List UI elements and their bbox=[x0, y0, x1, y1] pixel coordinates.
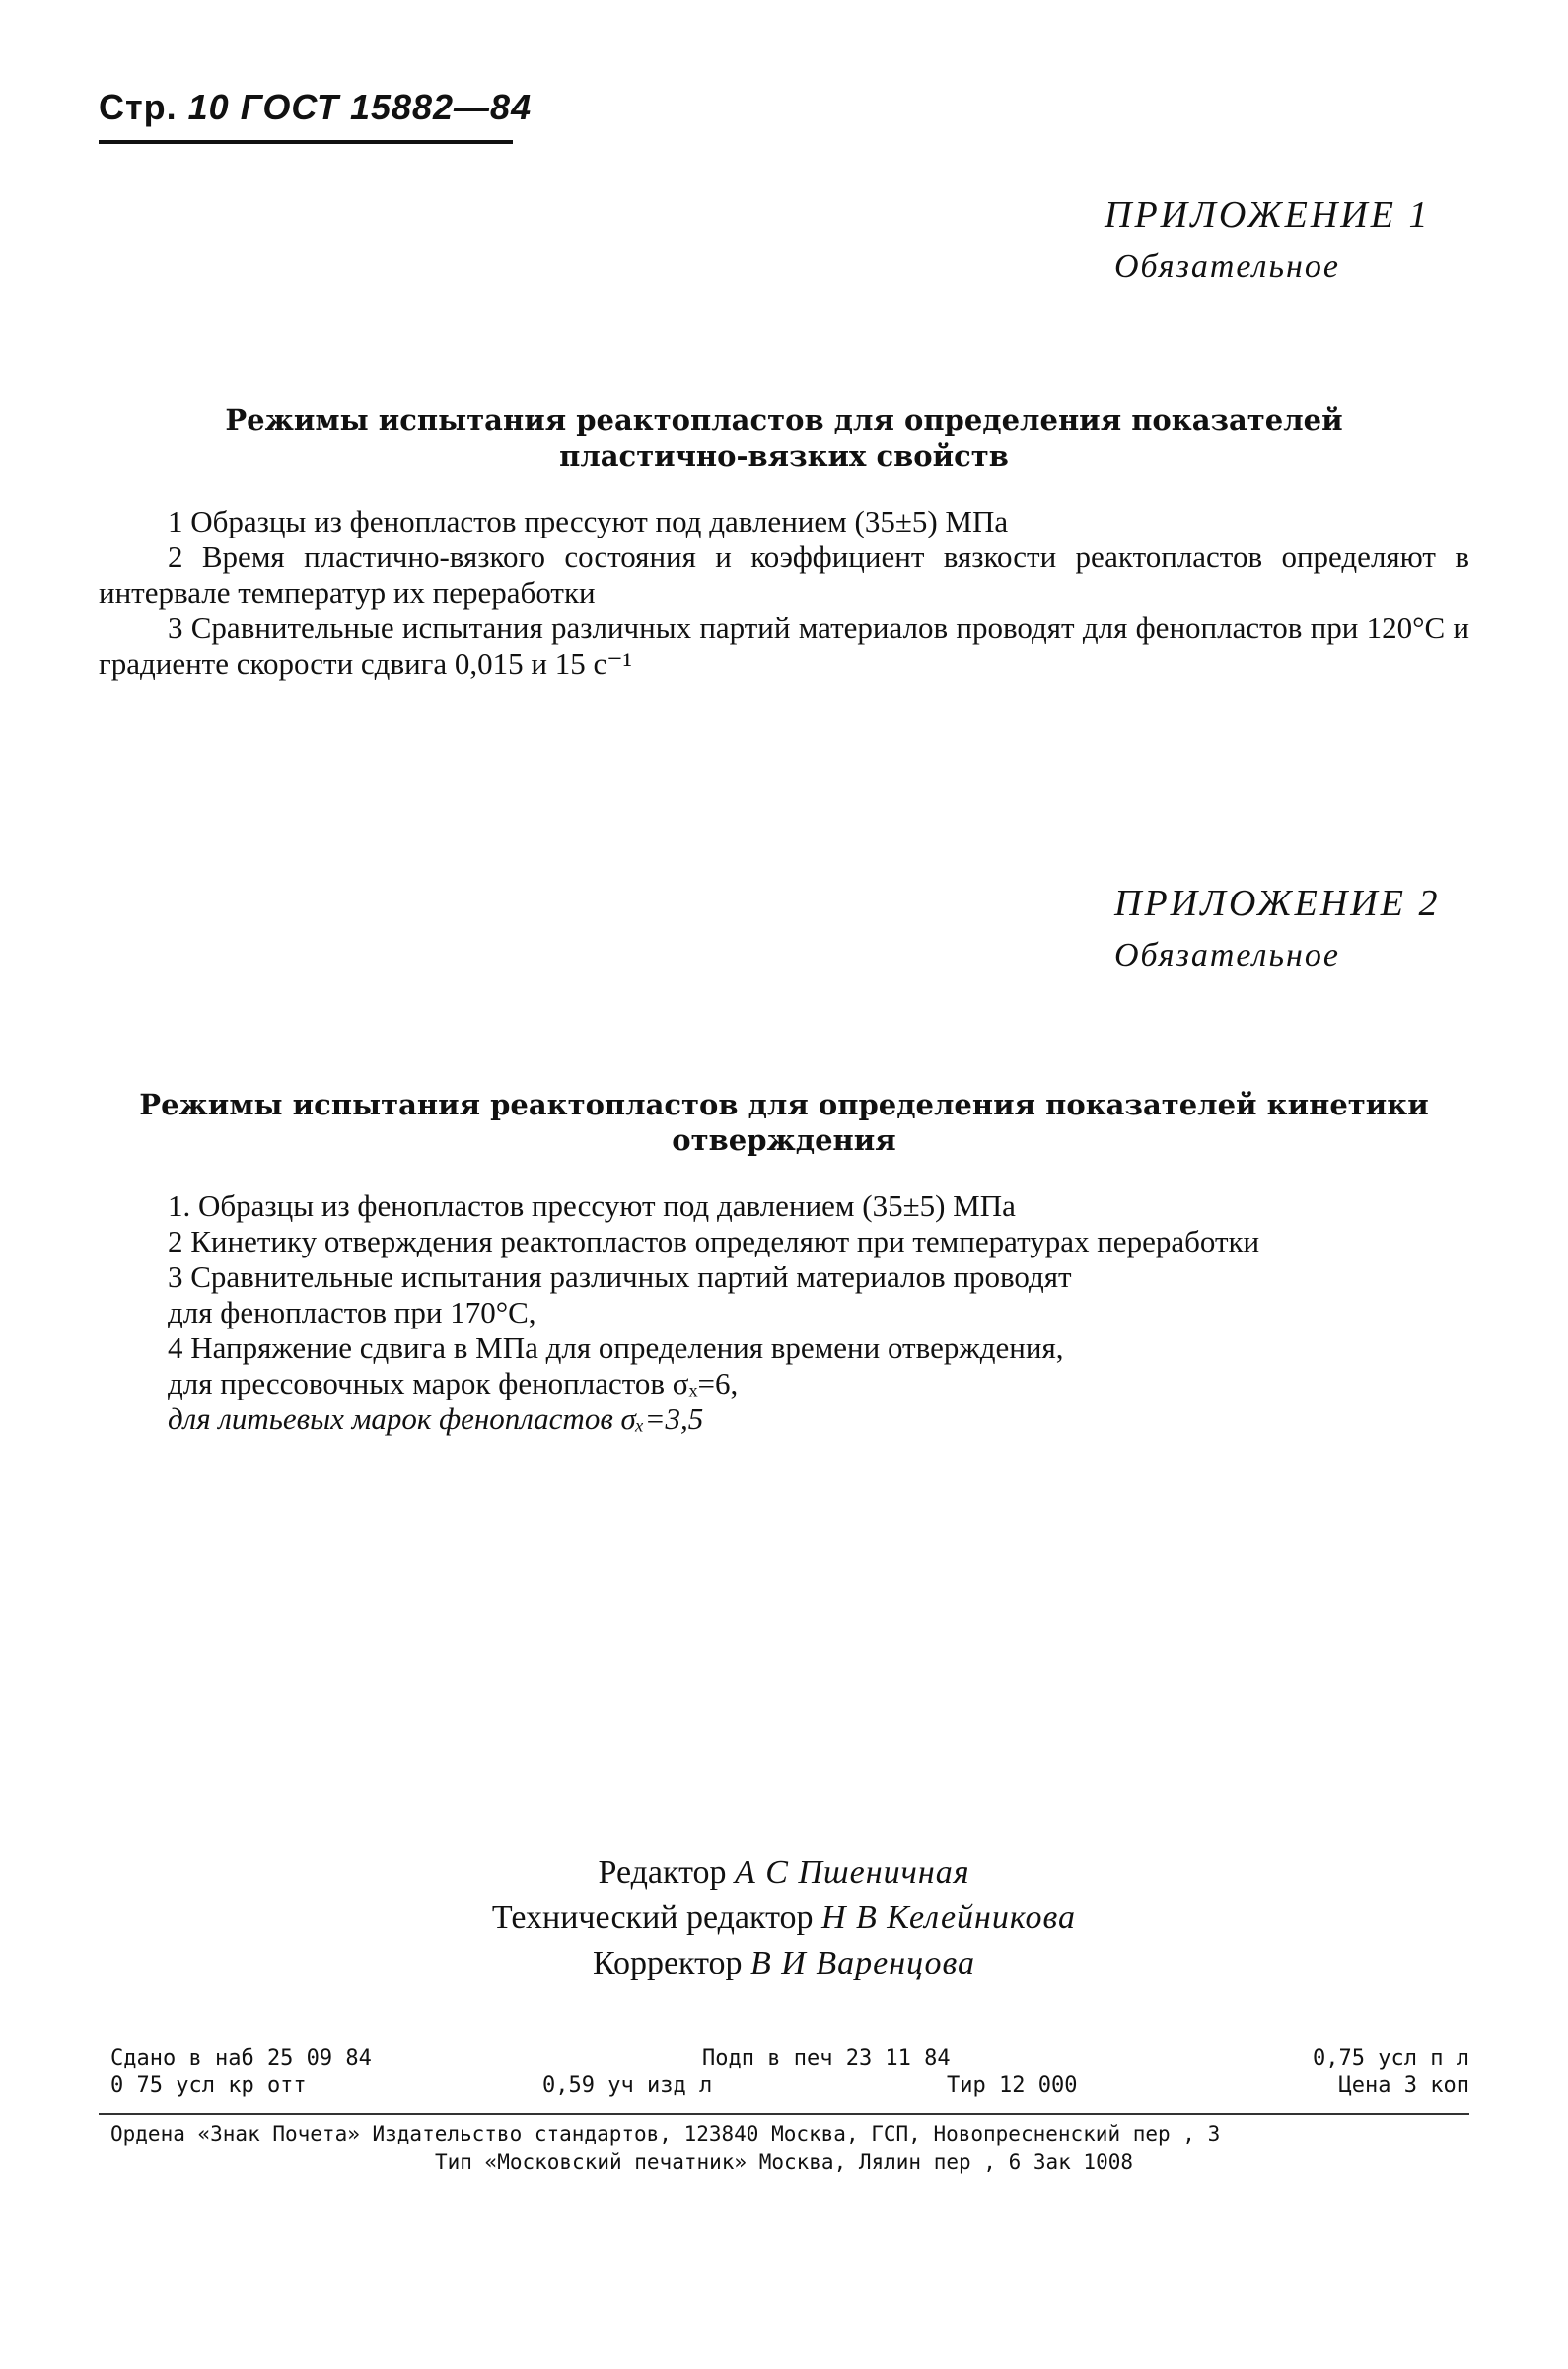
publisher-line1: Ордена «Знак Почета» Издательство стандартов, 123840 Москва, ГСП, Новопресненский пер , 3 bbox=[110, 2122, 1221, 2146]
imprint-row1-left: Сдано в наб 25 09 84 bbox=[110, 2046, 372, 2071]
appendix-1-label: ПРИЛОЖЕНИЕ 1 bbox=[1105, 194, 1431, 236]
appendix-1-item-3: 3 Сравнительные испытания различных партий материалов проводят для фенопластов при 120°С и градиенте скорости сдвига 0,015 и 15 с⁻¹ bbox=[99, 610, 1469, 681]
imprint-row2-right: Цена 3 коп bbox=[1338, 2073, 1469, 2098]
page-number: 10 bbox=[187, 87, 230, 127]
appendix-2-title bbox=[99, 1087, 1469, 1158]
appendix-1-status: Обязательное bbox=[1114, 249, 1340, 285]
imprint-row2-mid2: Тир 12 000 bbox=[947, 2073, 1078, 2098]
appendix-1-item-2-wrap bbox=[99, 539, 1469, 610]
appendix-2-body bbox=[99, 1188, 1469, 1437]
appendix-2-title-line1: Режимы испытания реактопластов для определения показателей кинетики bbox=[139, 1088, 1429, 1121]
credit-editor bbox=[99, 1850, 1469, 1896]
appendix-2-item-3-line1: 3 Сравнительные испытания различных партий материалов проводят bbox=[168, 1259, 1072, 1294]
appendix-1-item-1: 1 Образцы из фенопластов прессуют под давлением (35±5) МПа bbox=[168, 504, 1009, 538]
imprint-rule bbox=[99, 2113, 1469, 2115]
appendix-1-item-2: 2 Время пластично-вязкого состояния и коэффициент вязкости реактопластов определяют в интервале температур их переработки bbox=[99, 539, 1469, 610]
credit-corrector bbox=[99, 1941, 1469, 1986]
imprint-row1-right: 0,75 усл п л bbox=[1313, 2046, 1469, 2071]
imprint-row2-left: 0 75 усл кр отт bbox=[110, 2073, 307, 2098]
appendix-2-item-3-line2: для фенопластов при 170°С, bbox=[168, 1295, 536, 1329]
appendix-2-item-1: 1. Образцы из фенопластов прессуют под давлением (35±5) МПа bbox=[168, 1188, 1016, 1223]
page-prefix: Стр. bbox=[99, 87, 178, 127]
appendix-1-title bbox=[99, 402, 1469, 473]
editor-role: Редактор bbox=[598, 1854, 727, 1891]
credit-tech-editor bbox=[99, 1896, 1469, 1941]
appendix-2-label: ПРИЛОЖЕНИЕ 2 bbox=[1114, 883, 1441, 924]
publisher-line2: Тип «Московский печатник» Москва, Лялин пер , 6 Зак 1008 bbox=[434, 2150, 1133, 2174]
header-rule bbox=[99, 140, 513, 144]
appendix-2-item-4-line1: 4 Напряжение сдвига в МПа для определения времени отверждения, bbox=[168, 1330, 1064, 1365]
corrector-name: В И Варенцова bbox=[750, 1945, 976, 1981]
tech-editor-name: Н В Келейникова bbox=[820, 1900, 1077, 1936]
credits-block bbox=[99, 1850, 1469, 1986]
document-code: ГОСТ 15882—84 bbox=[240, 87, 533, 127]
editor-name: А С Пшеничная bbox=[734, 1854, 970, 1891]
appendix-2-title-line2: отверждения bbox=[672, 1123, 896, 1157]
appendix-1-title-line1: Режимы испытания реактопластов для определения показателей bbox=[225, 403, 1343, 437]
appendix-2-item-2: 2 Кинетику отверждения реактопластов определяют при температурах переработки bbox=[168, 1224, 1260, 1258]
tech-editor-role: Технический редактор bbox=[491, 1900, 814, 1936]
corrector-role: Корректор bbox=[592, 1945, 743, 1981]
appendix-2-item-4-line2: для прессовочных марок фенопластов σₓ=6, bbox=[168, 1366, 739, 1400]
appendix-1-body bbox=[99, 504, 1469, 682]
appendix-1-title-line2: пластично-вязких свойств bbox=[559, 439, 1009, 472]
imprint-row2-mid1: 0,59 уч изд л bbox=[542, 2073, 713, 2098]
imprint-row1-mid: Подп в печ 23 11 84 bbox=[702, 2046, 951, 2071]
page-header bbox=[99, 87, 532, 128]
appendix-2-item-4-line3: для литьевых марок фенопластов σₓ=3,5 bbox=[168, 1401, 704, 1436]
appendix-2-status: Обязательное bbox=[1114, 937, 1340, 973]
